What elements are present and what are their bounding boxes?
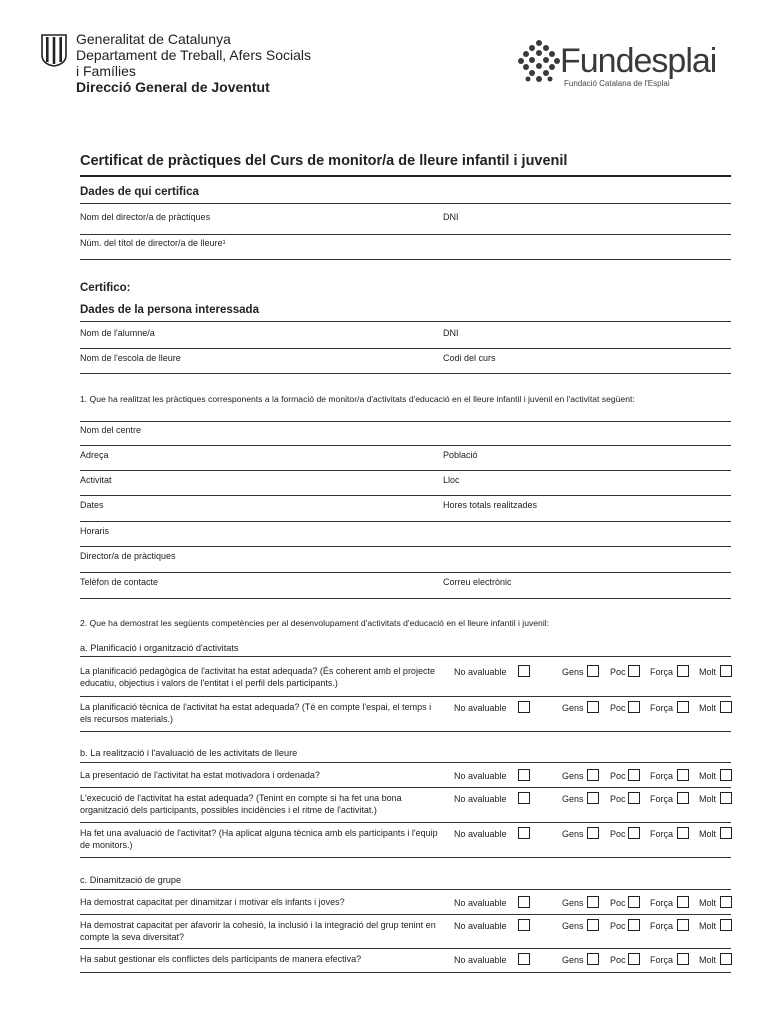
question-c3: Ha sabut gestionar els conflictes dels participants de manera efectiva? [80,954,362,964]
question-b1-gens-label: Gens [562,771,584,781]
rule [80,546,731,547]
student-dni-label: DNI [443,328,459,338]
gov-line-1: Generalitat de Catalunya [76,31,231,47]
question-b3-molt-label: Molt [699,829,717,839]
certifier-heading: Dades de qui certifica [80,186,199,198]
rule [80,203,731,204]
question-b3-forca-checkbox[interactable] [677,827,689,839]
government-block [76,31,311,95]
rule [80,656,731,657]
question-b3-forca-label: Força [650,829,674,839]
question-b1-no-avaluable-label: No avaluable [454,771,507,781]
question-c1-molt-label: Molt [699,898,717,908]
rule [80,914,731,915]
question-a1-molt-label: Molt [699,667,717,677]
question-b3-no-avaluable-checkbox[interactable] [518,827,530,839]
question-c2-poc-checkbox[interactable] [628,919,640,931]
question-c2-forca-label: Força [650,921,674,931]
question-a1-poc-label: Poc [610,667,626,677]
rule [80,421,731,422]
question-c1-forca-label: Força [650,898,674,908]
address-label: Adreça [80,450,109,460]
rule [80,495,731,496]
question-c2-molt-checkbox[interactable] [720,919,732,931]
subsection-c-title: c. Dinamització de grupe [80,875,182,885]
question-c3-gens-checkbox[interactable] [587,953,599,965]
question-a2-poc-label: Poc [610,703,626,713]
question-a2-no-avaluable-label: No avaluable [454,703,507,713]
certifico-heading: Certifico: [80,282,131,294]
generalitat-crest-icon [40,33,68,67]
rule [80,948,731,949]
rule [80,445,731,446]
centre-label: Nom del centre [80,425,142,435]
question-b2-forca-checkbox[interactable] [677,792,689,804]
gov-line-4: Direcció General de Joventut [76,79,270,95]
course-code-label: Codi del curs [443,353,496,363]
question-c1-poc-checkbox[interactable] [628,896,640,908]
question-a2-forca-checkbox[interactable] [677,701,689,713]
question-b1-molt-label: Molt [699,771,717,781]
section2-intro: 2. Que ha demostrat les següents competències per al desenvolupament d'activitats d'educació en el lleure infantil i juvenil: [80,618,550,628]
question-b3-gens-checkbox[interactable] [587,827,599,839]
question-c3-forca-checkbox[interactable] [677,953,689,965]
question-c3-molt-label: Molt [699,955,717,965]
question-c1-forca-checkbox[interactable] [677,896,689,908]
rule [80,470,731,471]
question-b2-molt-label: Molt [699,794,717,804]
question-b3-molt-checkbox[interactable] [720,827,732,839]
question-a2: La planificació tècnica de l'activitat ha estat adequada? (Té en compte l'espai, el temps i els recursos materials.) [80,702,432,724]
rule [80,234,731,235]
question-c2-molt-label: Molt [699,921,717,931]
question-b3: Ha fet una avaluació de l'activitat? (Ha aplicat alguna tècnica amb els participants i l'equip de monitors.) [80,828,438,850]
activity-label: Activitat [80,475,112,485]
rule [80,972,731,973]
question-c3-poc-label: Poc [610,955,626,965]
question-c3-molt-checkbox[interactable] [720,953,732,965]
question-c1: Ha demostrat capacitat per dinamitzar i motivar els infants i joves? [80,897,345,907]
question-b1-forca-label: Força [650,771,674,781]
question-c3-gens-label: Gens [562,955,584,965]
question-c2-poc-label: Poc [610,921,626,931]
subsection-a-title: a. Planificació i organització d'activitats [80,643,239,653]
rule [80,572,731,573]
question-b2: L'execució de l'activitat ha estat adequada? (Tenint en compte si ha fet una bona organització dels participants, possibles incidències i el ritme de l'activitat.) [80,793,402,815]
question-a2-molt-label: Molt [699,703,717,713]
question-a1-gens-checkbox[interactable] [587,665,599,677]
question-c2-gens-checkbox[interactable] [587,919,599,931]
title-rule [80,175,731,177]
question-c2-gens-label: Gens [562,921,584,931]
question-c1-no-avaluable-label: No avaluable [454,898,507,908]
practice-director-label: Director/a de pràctiques [80,551,176,561]
question-a1-molt-checkbox[interactable] [720,665,732,677]
question-c3-forca-label: Força [650,955,674,965]
question-c3-no-avaluable-label: No avaluable [454,955,507,965]
question-b1-forca-checkbox[interactable] [677,769,689,781]
question-a1-forca-checkbox[interactable] [677,665,689,677]
rule [80,521,731,522]
fundesplai-mark-icon [516,38,562,88]
phone-label: Telèfon de contacte [80,577,159,587]
rule [80,348,731,349]
question-c2-no-avaluable-checkbox[interactable] [518,919,530,931]
question-b2-gens-label: Gens [562,794,584,804]
question-b2-gens-checkbox[interactable] [587,792,599,804]
question-c3-no-avaluable-checkbox[interactable] [518,953,530,965]
question-b2-poc-checkbox[interactable] [628,792,640,804]
rule [80,696,731,697]
dates-label: Dates [80,500,104,510]
question-b3-poc-checkbox[interactable] [628,827,640,839]
question-b3-gens-label: Gens [562,829,584,839]
subsection-b-title: b. La realització i l'avaluació de les activitats de lleure [80,748,298,758]
rule [80,731,731,732]
question-c1-no-avaluable-checkbox[interactable] [518,896,530,908]
rule [80,321,731,322]
logo-name: Fundesplai [560,42,717,80]
rule [80,373,731,374]
document-title: Certificat de pràctiques del Curs de monitor/a de lleure infantil i juvenil [80,153,568,169]
question-b3-poc-label: Poc [610,829,626,839]
question-b2-molt-checkbox[interactable] [720,792,732,804]
question-c2-no-avaluable-label: No avaluable [454,921,507,931]
rule [80,857,731,858]
question-c2: Ha demostrat capacitat per afavorir la cohesió, la inclusió i la integració del grup tenint en compte la seva diversitat? [80,920,436,942]
fundesplai-logo [516,38,756,94]
question-a2-poc-checkbox[interactable] [628,701,640,713]
question-b1-no-avaluable-checkbox[interactable] [518,769,530,781]
rule [80,598,731,599]
question-b1-gens-checkbox[interactable] [587,769,599,781]
question-a2-gens-checkbox[interactable] [587,701,599,713]
gov-line-3: i Famílies [76,63,136,79]
director-name-label: Nom del director/a de pràctiques [80,212,211,222]
question-b1: La presentació de l'activitat ha estat motivadora i ordenada? [80,770,320,780]
gov-line-2: Departament de Treball, Afers Socials [76,47,312,63]
question-c1-poc-label: Poc [610,898,626,908]
hours-label: Hores totals realitzades [443,500,538,510]
question-b2-poc-label: Poc [610,794,626,804]
question-b1-poc-label: Poc [610,771,626,781]
director-dni-label: DNI [443,212,459,222]
logo-subtitle: Fundació Catalana de l'Esplai [564,79,670,88]
question-a1-no-avaluable-label: No avaluable [454,667,507,677]
rule [80,889,731,890]
question-a2-gens-label: Gens [562,703,584,713]
rule [80,259,731,260]
schedule-label: Horaris [80,526,110,536]
rule [80,822,731,823]
question-c1-molt-checkbox[interactable] [720,896,732,908]
school-name-label: Nom de l'escola de lleure [80,353,181,363]
person-heading: Dades de la persona interessada [80,304,259,316]
question-c1-gens-label: Gens [562,898,584,908]
question-b1-poc-checkbox[interactable] [628,769,640,781]
question-b2-no-avaluable-checkbox[interactable] [518,792,530,804]
question-b2-no-avaluable-label: No avaluable [454,794,507,804]
question-a1: La planificació pedagògica de l'activitat ha estat adequada? (És coherent amb el projecte educatiu, objectius i valors de l'entitat i el perfil dels participants.) [80,666,435,688]
rule [80,787,731,788]
question-b3-no-avaluable-label: No avaluable [454,829,507,839]
question-c1-gens-checkbox[interactable] [587,896,599,908]
section1-intro: 1. Que ha realitzat les pràctiques corresponents a la formació de monitor/a d'activitats d'educació en el lleure infantil i juvenil en l'activitat següent: [80,394,635,404]
question-b1-molt-checkbox[interactable] [720,769,732,781]
question-a1-forca-label: Força [650,667,674,677]
question-b2-forca-label: Força [650,794,674,804]
question-a1-poc-checkbox[interactable] [628,665,640,677]
question-a2-forca-label: Força [650,703,674,713]
place-label: Lloc [443,475,460,485]
rule [80,762,731,763]
question-c3-poc-checkbox[interactable] [628,953,640,965]
title-number-label: Núm. del títol de director/a de lleure¹ [80,238,226,248]
email-label: Correu electrònic [443,577,512,587]
question-a2-molt-checkbox[interactable] [720,701,732,713]
question-a1-gens-label: Gens [562,667,584,677]
question-a2-no-avaluable-checkbox[interactable] [518,701,530,713]
question-c2-forca-checkbox[interactable] [677,919,689,931]
student-name-label: Nom de l'alumne/a [80,328,155,338]
town-label: Població [443,450,478,460]
question-a1-no-avaluable-checkbox[interactable] [518,665,530,677]
